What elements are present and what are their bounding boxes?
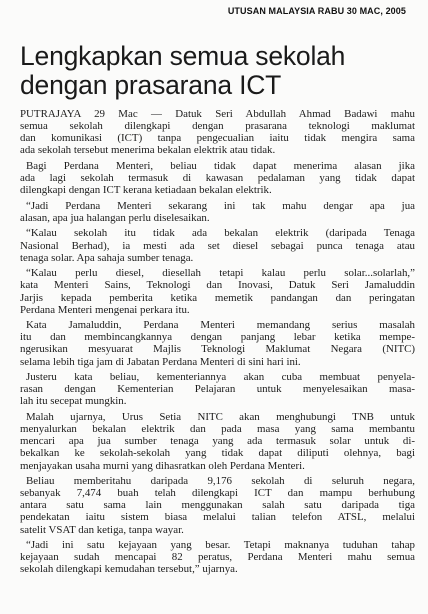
headline-line: Lengkapkan semua sekolah (20, 41, 346, 71)
article-line: dan komunikasi (ICT) tanpa pengecualian iaitu tidak mengira sama (20, 132, 415, 145)
article-line: Bagi Perdana Menteri, beliau tidak dapat menerima alasan jika (26, 159, 415, 172)
article-line: “Jadi Perdana Menteri sekarang ini tak mahu dengar apa jua (26, 199, 415, 212)
article-line: lah itu secepat mungkin. (20, 395, 127, 408)
article-line: mencari apa jua sumber tenaga yang ada termasuk solar untuk di- (20, 435, 415, 448)
masthead-dateline: UTUSAN MALAYSIA RABU 30 MAC, 2005 (227, 6, 406, 16)
article-line: itu dan membincangkannya dengan panjang lebar ketika mempe- (20, 331, 415, 344)
article-paragraph (20, 319, 415, 368)
article-line: Malah ujarnya, Urus Setia NITC akan menghubungi TNB untuk (26, 410, 415, 423)
article-line: sekolah dilengkapi kemudahan tersebut,” ujarnya. (20, 563, 238, 576)
article-line: pendekatan iaitu sistem biasa melalui talian telefon ATSL, melalui (20, 511, 415, 524)
article-line: Nasional Berhad), ia mesti ada set diesel sebagai punca tenaga atau (20, 239, 415, 252)
article-line: menyalurkan bekalan elektrik dan pada masa yang sama membantu (20, 423, 415, 436)
article-line: ngerusikan mesyuarat Majlis Teknologi Maklumat Negara (NITC) (20, 343, 415, 356)
article-headline (20, 42, 420, 100)
article-paragraph (20, 160, 415, 196)
article-line: Kata Jamaluddin, Perdana Menteri memandang serius masalah (26, 319, 415, 332)
article-line: satelit VSAT dan ketiga, tanpa wayar. (20, 523, 184, 536)
article-line: Jarjis kepada pemberita ketika memetik pandangan dan peringatan (20, 291, 415, 304)
article-line: ada lagi sekolah termasuk di kawasan pedalaman yang tidak dapat (20, 172, 415, 185)
article-line: antara satu sama lain menggunakan salah satu daripada tiga (20, 499, 415, 512)
article-line: Beliau memberitahu daripada 9,176 sekolah di seluruh negara, (26, 475, 415, 488)
article-paragraph (20, 200, 415, 224)
article-line: sebanyak 7,474 buah telah dilengkapi ICT dan mampu berhubung (20, 487, 415, 500)
article-line: “Jadi ini satu kejayaan yang besar. Tetapi maknanya tuduhan tahap (26, 539, 415, 552)
article-paragraph (20, 227, 415, 263)
article-line: ada sekolah tersebut menerima bekalan elektrik atau tidak. (20, 144, 276, 157)
article-paragraph (20, 539, 415, 575)
article-line: kata Menteri Sains, Teknologi dan Inovasi, Datuk Seri Jamaluddin (20, 279, 415, 292)
article-line: “Kalau perlu diesel, diesellah tetapi kalau perlu solar...solarlah,” (26, 267, 415, 280)
article-line: Justeru kata beliau, kementeriannya akan cuba membuat penyela- (26, 371, 415, 384)
article-line: dilengkapi dengan ICT kerana ketiadaan bekalan elektrik. (20, 184, 272, 197)
article-paragraph (20, 475, 415, 536)
article-line: alasan, apa jua halangan perlu diselesaikan. (20, 211, 210, 224)
article-line: selama lebih tiga jam di Jabatan Perdana Menteri di sini hari ini. (20, 355, 301, 368)
article-paragraph (20, 108, 415, 157)
article-line: PUTRAJAYA 29 Mac — Datuk Seri Abdullah Ahmad Badawi mahu (20, 108, 415, 120)
article-line: kejayaan sudah mencapai 82 peratus, Perdana Menteri mahu semua (20, 551, 415, 564)
article-paragraph (20, 411, 415, 472)
article-paragraph (20, 371, 415, 407)
article-line: rasan dengan Kementerian Pelajaran untuk menyelesaikan masa- (20, 383, 415, 396)
article-line: tenaga solar. Apa sahaja sumber tenaga. (20, 251, 194, 264)
headline-line: dengan prasarana ICT (20, 70, 282, 100)
article-line: bekalkan ke sekolah-sekolah yang tidak dapat diliputi olehnya, bagi (20, 447, 415, 460)
article-line: menjayakan usaha murni yang dihasratkan oleh Perdana Menteri. (20, 459, 305, 472)
article-body (20, 108, 415, 576)
article-paragraph (20, 267, 415, 316)
article-line: semua sekolah dilengkapi dengan prasarana teknologi maklumat (20, 120, 415, 133)
article-line: Perdana Menteri mengenai perkara itu. (20, 303, 190, 316)
article-line: “Kalau sekolah itu tidak ada bekalan elektrik (daripada Tenaga (26, 227, 415, 240)
